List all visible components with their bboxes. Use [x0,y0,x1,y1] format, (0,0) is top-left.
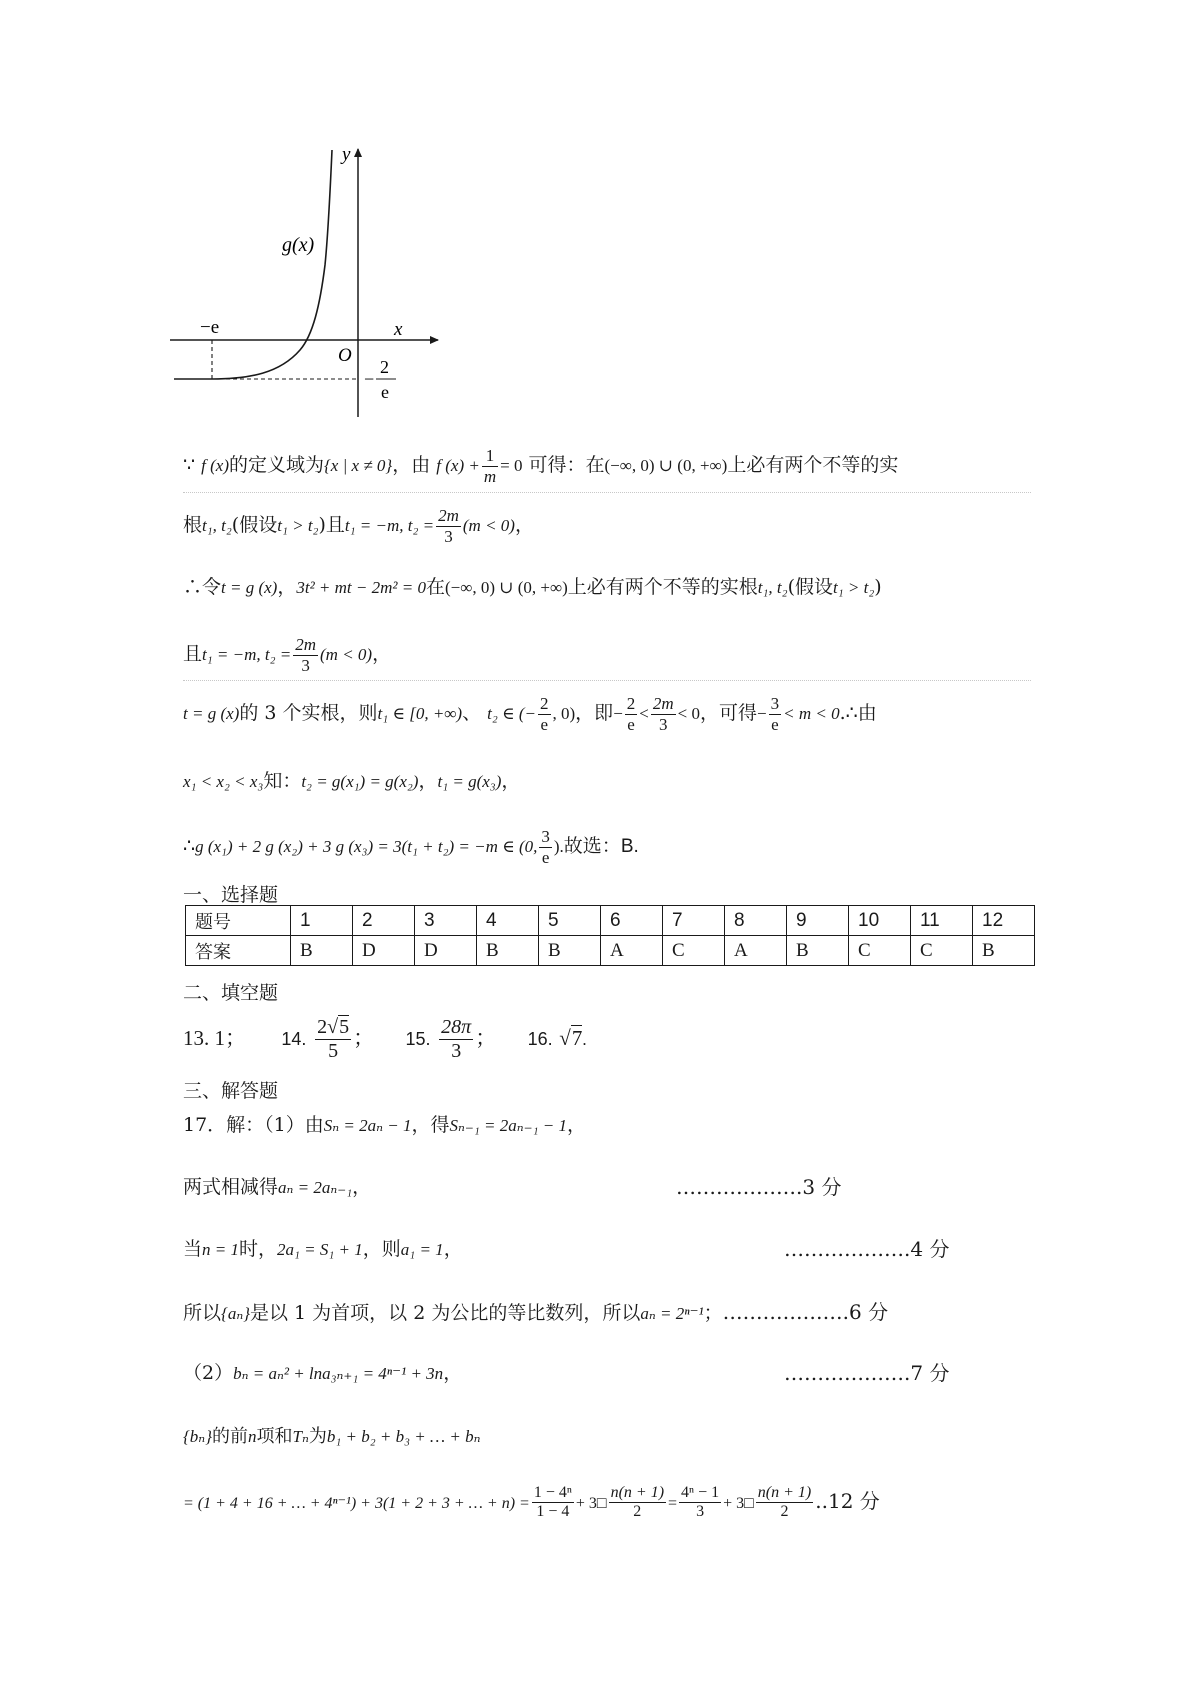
ineq: < 0 [677,704,700,724]
frac-num: 1 − 4ⁿ [532,1484,574,1503]
text: ∴令 [183,576,222,598]
text: 故选： [563,835,621,858]
line-3 [183,578,882,597]
frac-num: 2 [540,694,549,713]
text: 的 3 个实根，则 [239,702,378,725]
frac-den: 2 [633,1503,642,1521]
section-heading-fill: 二、填空题 [183,982,279,1004]
question-number-cell: 11 [911,906,973,936]
ineq: < [639,704,649,724]
equation: t₁ = −m, t₂ = [202,645,292,665]
origin-label: O [338,345,352,366]
q17-line-4 [183,1302,888,1323]
text: (假设 [787,576,833,598]
text: ， [443,1238,463,1260]
fx: f (x) [201,456,229,476]
frac-den: e [771,714,779,734]
equation-left: f (x) + [436,456,480,476]
final-answer: B. [620,836,639,858]
frac-den: 1 − 4 [536,1503,570,1521]
score-4: ……………….4 分 [784,1237,950,1261]
therefore-symbol: ∴ [183,835,196,858]
answer-cell: C [911,936,973,966]
text: 的前 [212,1426,248,1447]
frac-den: 3 [659,714,668,734]
equation: 3t² + mt − 2m² = 0 [296,578,426,597]
sequence: {bₙ} [183,1427,212,1446]
plus-term: + 3□ [575,1494,607,1512]
answer-13: 13. 1； [183,1026,246,1050]
ineq: < m < 0 [783,704,840,724]
fraction [625,694,638,734]
condition: (m < 0) [320,645,373,665]
table-row-numbers [186,906,1035,936]
question-number-cell: 4 [477,906,539,936]
separator [183,680,1031,681]
label-14: 14. [281,1029,307,1049]
text: .∴由 [839,702,877,725]
range-1: t₁ ∈ [0, +∞) [377,704,463,724]
answer-cell: B [291,936,353,966]
line-1 [183,446,898,486]
answer-cell: D [353,936,415,966]
text: ，即 [575,702,614,725]
score-12: ..12 分 [815,1488,880,1513]
answer-cell: A [725,936,787,966]
because-symbol: ∵ [183,454,196,477]
label-16: 16. [527,1029,553,1049]
line-7 [183,827,639,867]
frac-den: m [483,466,497,486]
range-2a: t₂ ∈ (− [487,704,536,724]
sequence: {aₙ} [221,1304,251,1323]
text: ， [372,643,392,666]
equation: 2a₁ = S₁ + 1 [277,1240,363,1259]
frac-den: 3 [696,1503,705,1521]
equation: aₙ = 2ⁿ⁻¹ [640,1304,704,1323]
condition: t₁ > t₂ [277,516,319,536]
equation: bₙ = aₙ² + lna₃ₙ₊₁ = 4ⁿ⁻¹ + 3n [233,1364,444,1383]
text: 为 [308,1426,327,1447]
fill-answers [183,1016,587,1063]
text: 是以 1 为首项，以 2 为公比的等比数列，所以 [250,1302,641,1324]
question-number-cell: 2 [353,906,415,936]
table-row-answers [186,936,1035,966]
frac-num: n(n + 1) [756,1484,813,1503]
equation: t = g (x) [183,704,240,724]
range-2b: , 0) [552,704,576,724]
function-graph [170,145,460,425]
text: 17．解：（1）由 [183,1114,324,1136]
frac-den: e [627,714,635,734]
frac-num: n(n + 1) [609,1484,666,1503]
var-T: Tₙ [292,1427,309,1446]
text: 知： [263,770,302,792]
q17-line-6 [183,1428,480,1446]
sum-expression: b₁ + b₂ + b₃ + … + bₙ [326,1427,481,1446]
text: (假设 [231,514,278,537]
frac-num: 2m [438,506,459,525]
text: )且 [318,514,345,537]
frac-den: 3 [444,526,453,546]
fraction [769,694,782,734]
sep: ； [353,1026,375,1050]
interval: (−∞, 0) ∪ (0, +∞) [604,456,728,476]
equation: aₙ = 2aₙ₋₁ [278,1178,353,1197]
fraction [609,1484,666,1522]
line-4 [183,635,391,675]
equation: t₁ = −m, t₂ = [344,516,435,536]
question-number-cell: 3 [415,906,477,936]
text: 在 [425,576,445,598]
fraction [651,694,676,734]
frac-num: 2m [295,635,317,654]
domain-set: {x | x ≠ 0} [324,456,393,476]
question-number-cell: 6 [601,906,663,936]
ineq: − [613,704,623,724]
section-heading-solution: 三、解答题 [183,1080,279,1102]
answer-cell: D [415,936,477,966]
var-n: n [248,1427,257,1446]
text: ) [874,576,882,598]
definition: t = g (x) [221,578,278,597]
answer-cell: B [973,936,1035,966]
line-2 [183,506,534,546]
curve-label: g(x) [282,234,315,256]
frac-num: 1 [482,446,498,467]
text: ，由 [392,454,431,477]
text: ，则 [362,1238,401,1260]
question-number-cell: 8 [725,906,787,936]
condition: t₁ > t₂ [833,578,875,597]
score-3: ……………….3 分 [676,1175,842,1199]
equals: = [668,1494,678,1512]
question-number-cell: 10 [849,906,911,936]
text: 根 [183,514,203,537]
answer-cell: A [601,936,663,966]
equation: t₂ = g(x₁) = g(x₂) [301,772,419,791]
equation: Sₙ₋₁ = 2aₙ₋₁ − 1 [449,1116,568,1135]
frac-den: e [541,847,550,867]
text: 两式相减得 [183,1176,279,1198]
roots: t₁, t₂ [757,578,788,597]
frac-den: 2 [780,1503,789,1521]
text: ， [277,576,297,598]
text: 当 [183,1238,203,1260]
question-number-cell: 7 [663,906,725,936]
coef: 2 [317,1016,328,1038]
text: 的定义域为 [228,454,324,477]
fraction [538,694,551,734]
text: ， [352,1176,372,1198]
frac-den: 3 [301,655,310,675]
text: ； [703,1302,723,1324]
frac-num: 3 [541,827,550,846]
ineq: − [757,704,767,724]
text: ， [501,770,521,792]
g-curve [174,150,332,379]
text: 项和 [256,1426,293,1447]
frac-num: 3 [770,694,780,713]
table-header-cell: 答案 [186,936,291,966]
frac-num: 2√5 [317,1016,350,1038]
frac-num: 2m [652,694,674,713]
answer-cell: B [539,936,601,966]
question-number-cell: 5 [539,906,601,936]
equation: g (x₁) + 2 g (x₂) + 3 g (x₃) = 3(t₁ + t₂) = −m ∈ (0, [195,837,538,857]
y-axis-label: y [342,145,351,165]
fraction [756,1484,813,1522]
frac-den: 3 [451,1040,462,1062]
answer-cell: C [663,936,725,966]
text: ， [567,1114,587,1136]
question-number-cell: 12 [973,906,1035,936]
equation: a₁ = 1 [400,1240,444,1259]
fraction [436,506,461,546]
answer-15 [439,1016,473,1063]
answer-table [185,905,1035,966]
fraction [482,446,498,486]
min-value-den: e [381,382,389,402]
min-value-num: 2 [380,357,389,377]
fraction [539,827,552,867]
text: 时， [239,1238,278,1260]
text: ， [443,1362,463,1384]
answer-cell: C [849,936,911,966]
condition: (m < 0) [462,516,515,536]
radicand: 5 [339,1016,350,1038]
text: ， [514,514,534,537]
q17-line-5 [183,1364,462,1383]
x-axis-label: x [394,319,403,340]
radicand: 7 [571,1026,583,1050]
equation-right: = 0 [500,456,523,476]
plus-term: + 3□ [723,1494,754,1512]
interval: (−∞, 0) ∪ (0, +∞) [444,578,568,597]
text: 上必有两个不等的实根 [567,576,758,598]
min-value-minus: − [364,369,375,389]
text: （2） [183,1362,234,1384]
q17-line-2 [183,1178,371,1197]
frac-den: 5 [328,1040,339,1062]
equation: n = 1 [202,1240,239,1259]
text: ). [553,837,564,857]
text: 所以 [183,1302,222,1324]
frac-num: 2 [626,694,636,713]
text: 上必有两个不等的实 [727,454,899,477]
frac-num: 4ⁿ − 1 [679,1484,721,1503]
line-5 [183,694,877,734]
sep: ； [475,1026,497,1050]
q17-line-1 [183,1116,586,1135]
neg-e-label: −e [200,317,220,338]
sum-expansion: = (1 + 4 + 16 + … + 4ⁿ⁻¹) + 3(1 + 2 + 3 + … + n) = [183,1494,530,1512]
answer-14 [315,1016,351,1063]
score-6: ……………….6 分 [722,1300,889,1324]
fraction [679,1484,721,1522]
score-7: ……………….7 分 [784,1361,950,1385]
section-heading-choice: 一、选择题 [183,884,279,906]
separator [183,492,1031,493]
table-header-cell: 题号 [186,906,291,936]
text: 可得：在 [528,454,605,477]
line-6 [183,772,520,791]
frac-den: e [540,714,549,734]
order: x₁ < x₂ < x₃ [183,772,264,791]
text: ，得 [411,1114,450,1136]
equation: Sₙ = 2aₙ − 1 [323,1116,412,1135]
text: ， [418,770,438,792]
q17-line-7 [183,1484,880,1522]
sep: . [582,1030,587,1049]
text: ，可得 [700,702,758,725]
frac-num: 28π [441,1016,472,1038]
text: 、 [462,702,482,725]
q17-line-3 [183,1240,463,1259]
roots: t₁, t₂ [202,516,232,536]
question-number-cell: 1 [291,906,353,936]
equation: t₁ = g(x₃) [437,772,502,791]
question-number-cell: 9 [787,906,849,936]
fraction [532,1484,574,1522]
fraction [293,635,318,675]
answer-cell: B [477,936,539,966]
answer-cell: B [787,936,849,966]
text: 且 [183,643,203,666]
answer-16: √7 [559,1026,583,1050]
label-15: 15. [405,1029,431,1049]
